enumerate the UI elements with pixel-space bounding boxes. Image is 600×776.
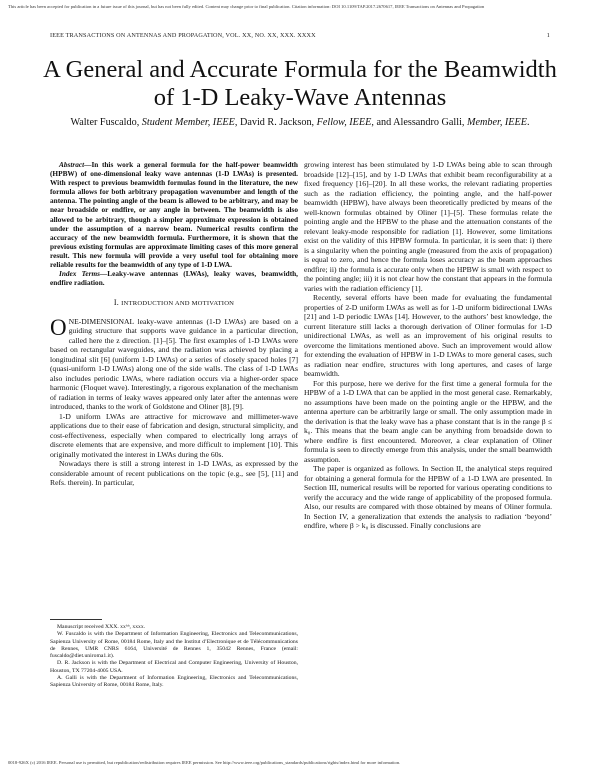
right-paragraph-4: The paper is organized as follows. In Section II, the analytical steps required for obtaining a general formula for the HPBW of a 1-D LWA are presented. In Section III, numerical results will be reported for various operating conditions to verify the accuracy and the wide range of applicability of the proposed formula. Also, our results are compared with those obtained by means of Oliner formula. In Section IV, a generalization that extends the analysis to radiation ‘beyond’ endfire, where β > k₀ is discussed. Finally conclusions are [304, 464, 552, 530]
running-head-text: IEEE TRANSACTIONS ON ANTENNAS AND PROPAGATION, VOL. XX, NO. XX, XXX. XXXX [50, 32, 316, 39]
section-title: INTRODUCTION AND MOTIVATION [121, 300, 235, 308]
section-number: I. [113, 298, 119, 308]
abstract-label: Abstract [59, 160, 85, 169]
right-paragraph-1: growing interest has been stimulated by 1-D LWAs being able to scan through broadside [12]–[15], and by 1-D LWAs that exhibit beam reconfigurability at a fixed frequency [16]–[20]. In all these works, the relevant radiating properties such as the radiation efficiency, the pointing angle, and the half-power beamwidth (HPBW), have always been theoretically predicted by means of the well-known formulas obtained by Oliner [1]–[5]. These formulas relate the pointing angle and the HPBW to the phase and the attenuation constants of the relevant leaky-mode responsible for radiation [1]. However, some limitations exist on the validity of this HPBW formula. In particular, it is seen that: i) there is a singularity when the pointing angle (measured from the axis of propagation) is equal to zero, and hence the formula loses accuracy as the beam approaches endfire; ii) the formula is accurate only when the HPBW is small with respect to the pointing angle; iii) it is not clear how the constant that appears in the formula varies with the radiation efficiency [1]. [304, 160, 552, 293]
right-paragraph-2: Recently, several efforts have been made for evaluating the fundamental properties of 2-D uniform LWAs as well as for 1-D uniform bidirectional LWAs [21] and 1-D periodic LWAs [14]. However, to the authors’ best knowledge, the current literature still lacks a thorough derivation of Oliner formulas for 1-D unidirectional LWAs, as well as an improvement of his original results to overcome the limitations mentioned above. Such an improvement would allow for extending the evaluation of HPBW in 1-D LWAs to more general cases, such as radiation near endfire, structures with long apertures, and cases of large beamwidth. [304, 293, 552, 378]
footnote-rule [50, 619, 102, 620]
index-terms-text: Leaky-wave antennas (LWAs), leaky waves, beamwidth, endfire radiation. [50, 269, 299, 288]
page-title: A General and Accurate Formula for the Beamwidth of 1-D Leaky-Wave Antennas [43, 56, 557, 111]
intro-paragraph-1-text: NE-DIMENSIONAL leaky-wave antennas (1-D LWAs) are based on a guiding structure that supports wave guidance in a particular direction, called here the z direction. [1]–[5]. The first examples of 1-D LWAs were based on rectangular waveguides, and the radiation was achieved by placing a longitudinal slit [6] (uniform 1-D LWAs) or a series of closely spaced holes [7] (quasi-uniform 1-D LWAs) along one of the side walls. The class of 1-D LWAs also includes periodic LWAs, where radiation occurs via a higher-order space harmonic (Floquet wave). Interestingly, a rigorous explanation of the mechanism of radiation in terms of leaky waves appeared only later after the antennas were introduced, thanks to the work of Goldstone and Oliner [8], [9]. [50, 316, 298, 412]
header-note: This article has been accepted for publication in a future issue of this journal, but has not been fully edited. Content may change prior to final publication. Citation information: DOI 10.1109/TAP.2017.2670617, IEEE Transactions on Antennas and Propagation [8, 4, 485, 9]
drop-cap: O [50, 314, 67, 340]
footnote-galli: A. Galli is with the Department of Information Engineering, Electronics and Telecommunications, Sapienza University of Rome, 00184 Rome, Italy. [50, 675, 298, 689]
right-column [304, 160, 552, 531]
footnote-received: Manuscript received XXX. xxʰʰ, xxxx. [57, 624, 146, 630]
abstract: Abstract—In this work a general formula for the half-power beamwidth (HPBW) of one-dimensional leaky wave antennas (1-D LWAs) is presented. With respect to previous beamwidth formulas found in the literature, the new formula allows for both arbitrary propagation wavenumber and length of the antenna. The pointing angle of the beam is allowed to be arbitrary, and may be near broadside or endfire, or any angle in between. The beamwidth is also allowed to be arbitrary, though a simpler approximate expression is obtained under the assumption of a narrow beam. Numerical results confirm the accuracy of the new beamwidth formula. Furthermore, it is shown that the previous existing formulas are approximate limiting cases of this more general result. This new formula will provide a very useful tool for obtaining more reliable results for the beamwidth of any type of 1-D LWA. [50, 160, 298, 270]
intro-paragraph-3: Nowadays there is still a strong interest in 1-D LWAs, as expressed by the considerable amount of recent publications on the topic (e.g., see [5], [11] and Refs. therein). In particular, [50, 459, 298, 488]
page-number: 1 [546, 32, 550, 39]
footnotes [50, 624, 298, 690]
running-head [50, 32, 550, 39]
footnote-jackson: D. R. Jackson is with the Department of Electrical and Computer Engineering, University of Houston, Houston, TX 77204-4005 USA. [50, 660, 298, 674]
footer-note: 0018-926X (c) 2016 IEEE. Personal use is permitted, but republication/redistribution requires IEEE permission. See http://www.ieee.org/publications_standards/publications/rights/index.html for more information. [8, 760, 401, 765]
section-heading [50, 298, 298, 309]
index-terms: Index Terms—Leaky-wave antennas (LWAs), leaky waves, beamwidth, endfire radiation. [50, 269, 299, 288]
author-line: Walter Fuscaldo, Student Member, IEEE, David R. Jackson, Fellow, IEEE, and Alessandro Galli, Member, IEEE. [70, 117, 530, 128]
left-column [50, 160, 298, 488]
index-terms-label: Index Terms [59, 269, 100, 279]
right-paragraph-3: For this purpose, here we derive for the first time a general formula for the HPBW of a 1-D LWA that can be applied in the most general case. Remarkably, no assumptions have been made on the pointing angle or the HPBW, and the antenna aperture can be arbitrarily large or small. The only assumption made in the derivation is that the leaky wave has a phase constant that is in the range β ≤ k₀. This means that the beam angle can be anything from broadside down to where endfire is first encountered. Moreover, a clear explanation of Oliner formula is seen to directly emerge from this analysis, under the small beamwidth assumption. [304, 378, 552, 464]
intro-paragraph-2: 1-D uniform LWAs are attractive for microwave and millimeter-wave applications due to their ease of fabrication and design, structural simplicity, and cost-effectiveness, especially when compared to electrically long arrays of discrete elements that are expensive, and more difficult to implement [10]. This originally motivated the interest in LWAs during the 60s. [50, 411, 298, 459]
footnote-fuscaldo: W. Fuscaldo is with the Department of Information Engineering, Electronics and Telecommunications, Sapienza University of Rome, 00184 Rome, Italy and the Institut d’Electronique et de Télécommunications de Rennes, UMR CNRS 6164, Université de Rennes 1, 35042 Rennes, France (email: fuscaldo@diet.uniroma1.it). [50, 631, 298, 660]
intro-paragraph-1 [50, 314, 298, 412]
abstract-text: In this work a general formula for the half-power beamwidth (HPBW) of one-dimensional leaky wave antennas (1-D LWAs) is presented. With respect to previous beamwidth formulas found in the literature, the new formula allows for both arbitrary propagation wavenumber and length of the antenna. The pointing angle of the beam is allowed to be arbitrary, and may be near broadside or endfire, or any angle in between. The beamwidth is also allowed to be arbitrary, though a simpler approximate expression is obtained under the assumption of a narrow beam. Numerical results confirm the accuracy of the new beamwidth formula. Furthermore, it is shown that the previous existing formulas are approximate limiting cases of this more general result. This new formula will provide a very useful tool for obtaining more reliable results for the beamwidth of any type of 1-D LWA. [50, 160, 298, 270]
